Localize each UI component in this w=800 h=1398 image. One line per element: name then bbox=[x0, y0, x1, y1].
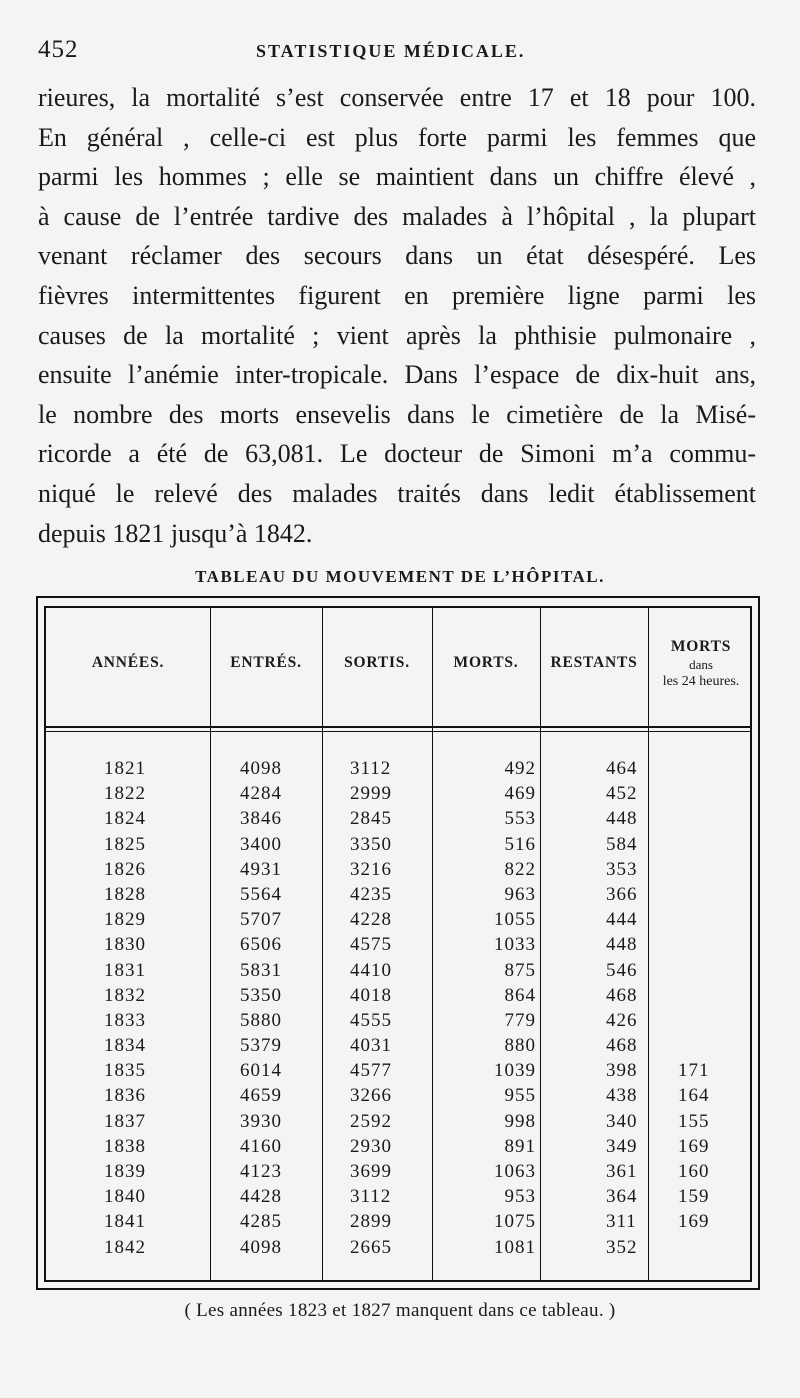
table-row bbox=[46, 1237, 754, 1262]
body-line: à cause de l’entrée tardive des malades à l’hôpital , la plupart bbox=[38, 201, 756, 231]
table-row bbox=[46, 909, 754, 934]
cell-morts: 492 bbox=[504, 758, 536, 779]
cell-year: 1839 bbox=[104, 1161, 146, 1182]
table-frame bbox=[44, 606, 752, 1282]
cell-year: 1826 bbox=[104, 858, 146, 880]
table-title: TABLEAU DU MOUVEMENT DE L’HÔPITAL. bbox=[195, 567, 605, 586]
cell-year: 1829 bbox=[104, 909, 146, 931]
page-number: 452 bbox=[38, 36, 79, 63]
cell-sortis: 4555 bbox=[350, 1009, 392, 1031]
cell-entres: 6014 bbox=[240, 1060, 282, 1082]
cell-year: 1828 bbox=[104, 883, 146, 905]
cell-morts: 779 bbox=[504, 1009, 536, 1031]
cell-restants: 468 bbox=[606, 984, 638, 1006]
cell-morts-24h: 164 bbox=[678, 1085, 710, 1107]
header-divider bbox=[46, 726, 750, 728]
cell-sortis: 2899 bbox=[350, 1211, 392, 1233]
body-paragraph bbox=[38, 78, 756, 553]
cell-morts: 998 bbox=[504, 1110, 536, 1132]
cell-year: 1840 bbox=[104, 1186, 146, 1208]
column-header-morts-24h bbox=[649, 638, 753, 690]
cell-year: 1838 bbox=[104, 1135, 146, 1157]
cell-entres: 4098 bbox=[240, 758, 282, 779]
cell-sortis: 2845 bbox=[350, 808, 392, 830]
table-row bbox=[46, 985, 754, 1010]
cell-restants: 584 bbox=[606, 833, 638, 855]
cell-restants: 349 bbox=[606, 1135, 638, 1157]
cell-morts-24h: 155 bbox=[678, 1110, 710, 1132]
cell-morts-24h: 169 bbox=[678, 1135, 710, 1157]
table-footnote: ( Les années 1823 et 1827 manquent dans ce tableau. ) bbox=[184, 1300, 616, 1321]
cell-morts: 822 bbox=[504, 858, 536, 880]
cell-restants: 353 bbox=[606, 858, 638, 880]
cell-sortis: 2999 bbox=[350, 783, 392, 805]
table-row bbox=[46, 1010, 754, 1035]
cell-entres: 4284 bbox=[240, 783, 282, 805]
cell-restants: 352 bbox=[606, 1236, 638, 1258]
cell-entres: 5880 bbox=[240, 1009, 282, 1031]
cell-sortis: 2592 bbox=[350, 1110, 392, 1132]
cell-entres: 4931 bbox=[240, 858, 282, 880]
hospital-table bbox=[36, 596, 760, 1290]
cell-morts: 953 bbox=[504, 1186, 536, 1208]
body-line: fièvres intermittentes figurent en première ligne parmi les bbox=[38, 280, 756, 310]
cell-restants: 468 bbox=[606, 1035, 638, 1057]
cell-entres: 5379 bbox=[240, 1035, 282, 1057]
cell-year: 1822 bbox=[104, 783, 146, 805]
column-header-entres: ENTRÉS. bbox=[230, 654, 302, 671]
cell-year: 1841 bbox=[104, 1211, 146, 1233]
cell-morts: 553 bbox=[504, 808, 536, 830]
cell-restants: 444 bbox=[606, 909, 638, 931]
cell-morts: 955 bbox=[504, 1085, 536, 1107]
cell-entres: 4098 bbox=[240, 1236, 282, 1258]
table-row bbox=[46, 1161, 754, 1186]
table-row bbox=[46, 960, 754, 985]
cell-entres: 4160 bbox=[240, 1135, 282, 1157]
cell-sortis: 4228 bbox=[350, 909, 392, 931]
cell-morts: 1039 bbox=[494, 1060, 536, 1082]
cell-morts: 875 bbox=[504, 959, 536, 981]
column-header-restants: RESTANTS bbox=[550, 654, 638, 671]
cell-restants: 426 bbox=[606, 1009, 638, 1031]
cell-entres: 4428 bbox=[240, 1186, 282, 1208]
body-line: depuis 1821 jusqu’à 1842. bbox=[38, 518, 313, 548]
cell-morts-24h: 159 bbox=[678, 1186, 710, 1208]
cell-restants: 361 bbox=[606, 1161, 638, 1182]
column-header-morts: MORTS. bbox=[453, 654, 519, 671]
cell-year: 1834 bbox=[104, 1035, 146, 1057]
cell-sortis: 3112 bbox=[350, 1186, 392, 1208]
table-row bbox=[46, 758, 754, 783]
cell-morts: 1075 bbox=[494, 1211, 536, 1233]
cell-sortis: 4031 bbox=[350, 1035, 392, 1057]
cell-morts: 1063 bbox=[494, 1161, 536, 1182]
cell-year: 1836 bbox=[104, 1085, 146, 1107]
cell-restants: 438 bbox=[606, 1085, 638, 1107]
cell-year: 1837 bbox=[104, 1110, 146, 1132]
cell-sortis: 4018 bbox=[350, 984, 392, 1006]
cell-restants: 364 bbox=[606, 1186, 638, 1208]
cell-year: 1830 bbox=[104, 934, 146, 956]
cell-sortis: 4577 bbox=[350, 1060, 392, 1082]
header-line: dans bbox=[689, 657, 713, 672]
cell-morts-24h: 169 bbox=[678, 1211, 710, 1233]
header-line: MORTS bbox=[670, 638, 732, 655]
cell-restants: 366 bbox=[606, 883, 638, 905]
body-line: causes de la mortalité ; vient après la phthisie pulmonaire , bbox=[38, 320, 756, 350]
table-row bbox=[46, 1211, 754, 1236]
cell-year: 1842 bbox=[104, 1236, 146, 1258]
cell-restants: 448 bbox=[606, 808, 638, 830]
cell-year: 1824 bbox=[104, 808, 146, 830]
cell-restants: 464 bbox=[606, 758, 638, 779]
table-row bbox=[46, 1060, 754, 1085]
cell-sortis: 2930 bbox=[350, 1135, 392, 1157]
cell-sortis: 4575 bbox=[350, 934, 392, 956]
cell-year: 1833 bbox=[104, 1009, 146, 1031]
cell-sortis: 4235 bbox=[350, 883, 392, 905]
table-row bbox=[46, 1186, 754, 1211]
cell-year: 1831 bbox=[104, 959, 146, 981]
cell-morts: 880 bbox=[504, 1035, 536, 1057]
cell-morts: 1055 bbox=[494, 909, 536, 931]
body-line: niqué le relevé des malades traités dans ledit établissement bbox=[38, 478, 756, 508]
body-line: En général , celle-ci est plus forte parmi les femmes que bbox=[38, 122, 756, 152]
cell-entres: 4285 bbox=[240, 1211, 282, 1233]
table-row bbox=[46, 1035, 754, 1060]
cell-morts: 516 bbox=[504, 833, 536, 855]
cell-morts: 864 bbox=[504, 984, 536, 1006]
column-header-annees: ANNÉES. bbox=[91, 654, 165, 671]
cell-year: 1832 bbox=[104, 984, 146, 1006]
cell-restants: 452 bbox=[606, 783, 638, 805]
cell-restants: 311 bbox=[606, 1211, 637, 1233]
cell-entres: 5564 bbox=[240, 883, 282, 905]
cell-year: 1821 bbox=[104, 758, 146, 779]
cell-entres: 4659 bbox=[240, 1085, 282, 1107]
body-line: ensuite l’anémie inter-tropicale. Dans l’espace de dix-huit ans, bbox=[38, 360, 756, 390]
table-row bbox=[46, 1085, 754, 1110]
running-title: STATISTIQUE MÉDICALE. bbox=[256, 41, 526, 61]
cell-sortis: 3266 bbox=[350, 1085, 392, 1107]
cell-year: 1835 bbox=[104, 1060, 146, 1082]
cell-restants: 340 bbox=[606, 1110, 638, 1132]
cell-morts-24h: 171 bbox=[678, 1060, 710, 1082]
cell-morts: 469 bbox=[504, 783, 536, 805]
cell-restants: 546 bbox=[606, 959, 638, 981]
cell-entres: 3930 bbox=[240, 1110, 282, 1132]
column-header-sortis: SORTIS. bbox=[344, 654, 410, 671]
body-line: ricorde a été de 63,081. Le docteur de Simoni m’a commu- bbox=[38, 439, 756, 469]
table-row bbox=[46, 808, 754, 833]
cell-sortis: 2665 bbox=[350, 1236, 392, 1258]
table-row bbox=[46, 859, 754, 884]
cell-morts-24h: 160 bbox=[678, 1161, 710, 1182]
cell-morts: 891 bbox=[504, 1135, 536, 1157]
cell-sortis: 3216 bbox=[350, 858, 392, 880]
header-divider bbox=[46, 731, 750, 732]
cell-sortis: 3350 bbox=[350, 833, 392, 855]
cell-entres: 3400 bbox=[240, 833, 282, 855]
body-line: venant réclamer des secours dans un état désespéré. Les bbox=[38, 241, 756, 271]
table-row bbox=[46, 884, 754, 909]
table-row bbox=[46, 834, 754, 859]
cell-entres: 4123 bbox=[240, 1161, 282, 1182]
cell-entres: 3846 bbox=[240, 808, 282, 830]
body-line: le nombre des morts ensevelis dans le cimetière de la Misé- bbox=[38, 399, 756, 429]
running-head bbox=[38, 36, 758, 66]
cell-entres: 5831 bbox=[240, 959, 282, 981]
cell-sortis: 3699 bbox=[350, 1161, 392, 1182]
cell-sortis: 4410 bbox=[350, 959, 392, 981]
cell-restants: 398 bbox=[606, 1060, 638, 1082]
cell-sortis: 3112 bbox=[350, 758, 392, 779]
table-body bbox=[46, 758, 754, 1262]
cell-entres: 5350 bbox=[240, 984, 282, 1006]
table-row bbox=[46, 1111, 754, 1136]
cell-entres: 5707 bbox=[240, 909, 282, 931]
cell-restants: 448 bbox=[606, 934, 638, 956]
cell-morts: 1033 bbox=[494, 934, 536, 956]
cell-year: 1825 bbox=[104, 833, 146, 855]
header-line: les 24 heures. bbox=[662, 674, 740, 689]
cell-entres: 6506 bbox=[240, 934, 282, 956]
cell-morts: 1081 bbox=[494, 1236, 536, 1258]
body-line: parmi les hommes ; elle se maintient dans un chiffre élevé , bbox=[38, 162, 756, 192]
table-row bbox=[46, 783, 754, 808]
table-row bbox=[46, 934, 754, 959]
body-line: rieures, la mortalité s’est conservée entre 17 et 18 pour 100. bbox=[38, 83, 756, 112]
cell-morts: 963 bbox=[504, 883, 536, 905]
table-row bbox=[46, 1136, 754, 1161]
